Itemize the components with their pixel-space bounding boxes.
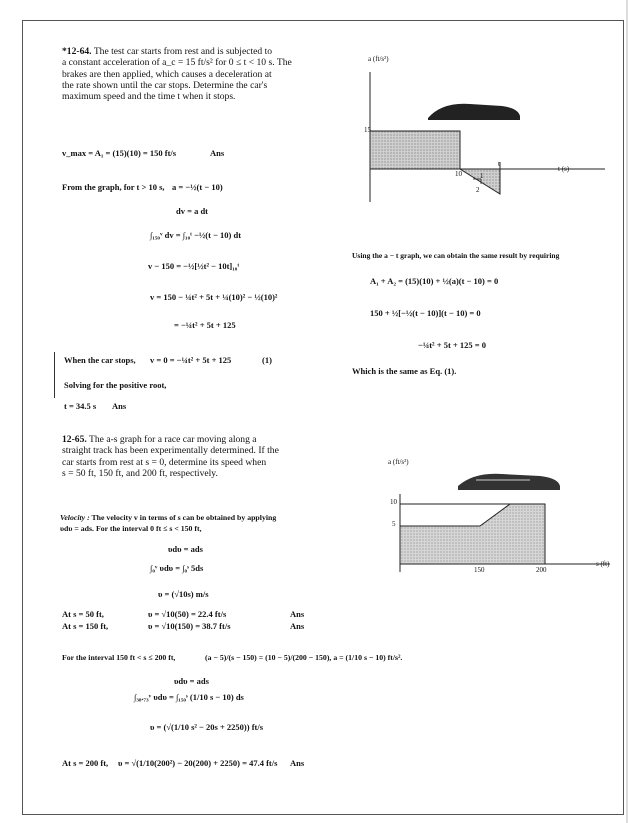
answer-label: Ans [290, 758, 305, 768]
at50-label: At s = 50 ft, [62, 609, 104, 619]
velocity-text-2: υdυ = ads. For the interval 0 ft ≤ s < 150 ft, [60, 524, 202, 533]
graph1-y-label: a (ft/s²) [368, 55, 389, 63]
equation-number: (1) [262, 355, 272, 365]
alt-eq3: −¼t² + 5t + 125 = 0 [418, 340, 486, 350]
at50-equation: υ = √10(50) = 22.4 ft/s [148, 609, 227, 619]
race-car-icon [458, 474, 560, 490]
t-result: t = 34.5 s [64, 401, 97, 411]
velocity-body: The velocity v in terms of s can be obtained by applying [91, 513, 277, 522]
scan-edge [626, 0, 628, 823]
statement-line: maximum speed and the time t when it stops. [62, 91, 236, 103]
statement-line: The a-s graph for a race car moving along a [89, 434, 257, 445]
eq2: ∫₀ᵛ υdυ = ∫₀ˢ 5ds [150, 563, 204, 573]
race-car-icon [428, 104, 520, 120]
tick-200: 200 [536, 566, 547, 574]
a-s-graph [380, 464, 620, 584]
at200-equation: υ = √(1/10(200²) − 20(200) + 2250) = 47.4 ft/s [118, 758, 278, 768]
step1-equation: v − 150 = −½[½t² − 10t]₁₀ᵗ [148, 261, 240, 271]
vmax-equation: v_max = A₁ = (15)(10) = 150 ft/s [62, 148, 177, 158]
at200-label: At s = 200 ft, [62, 758, 109, 768]
integral-equation: ∫₁₅₀ᵛ dv = ∫₁₀ᵗ −½(t − 10) dt [150, 230, 242, 240]
at150-label: At s = 150 ft, [62, 621, 109, 631]
statement-line: The test car starts from rest and is subjected to [93, 46, 273, 57]
tick-5: 5 [392, 520, 396, 528]
tick-10: 10 [455, 170, 462, 178]
velocity-text [60, 512, 276, 523]
eq1: υdυ = ads [168, 544, 203, 554]
alt-eq1: A₁ + A₂ = (15)(10) + ½(a)(t − 10) = 0 [370, 276, 499, 286]
eq5: ∫₃₈.₇₃ᵛ υdυ = ∫₁₅₀ˢ (1/10 s − 10) ds [134, 692, 244, 702]
step2-equation: v = 150 − ¼t² + 5t + ¼(10)² − ½(10)² [150, 292, 278, 302]
answer-label: Ans [290, 621, 305, 631]
answer-label: Ans [210, 148, 225, 158]
interval2-label: For the interval 150 ft < s ≤ 200 ft, [62, 653, 176, 662]
tick-15: 15 [364, 126, 371, 134]
answer-label: Ans [112, 401, 127, 411]
problem-number: *12-64. [62, 46, 92, 57]
slope-label: 2 [476, 186, 480, 194]
alt-eq2: 150 + ½[−½(t − 10)](t − 10) = 0 [370, 308, 481, 318]
alt-intro: Using the a − t graph, we can obtain the same result by requiring [352, 251, 560, 260]
answer-label: Ans [290, 609, 305, 619]
statement-line: straight track has been experimentally determined. If the [62, 445, 279, 457]
tick-10: 10 [390, 498, 397, 506]
graph1-x-label: t (s) [558, 165, 570, 173]
velocity-head: Velocity : [60, 513, 90, 522]
area-a1 [370, 131, 460, 169]
tick-150: 150 [474, 566, 485, 574]
stops-equation: v = 0 = −¼t² + 5t + 125 [150, 355, 232, 365]
statement-line: brakes are then applied, which causes a deceleration at [62, 68, 272, 80]
problem-number: 12-65. [62, 434, 87, 445]
solving-text: Solving for the positive root, [64, 380, 167, 390]
alt-conclusion: Which is the same as Eq. (1). [352, 366, 457, 376]
tick-t: t [498, 160, 500, 168]
graph2-y-label: a (ft/s²) [388, 458, 409, 466]
margin-rule [54, 352, 55, 398]
problem-12-65-statement [62, 434, 312, 479]
statement-line: a constant acceleration of a_c = 15 ft/s² for 0 ≤ t < 10 s. The [62, 57, 292, 69]
stops-label: When the car stops, [64, 355, 136, 365]
from-graph-text: From the graph, for t > 10 s, [62, 182, 165, 192]
interval2-equation: (a − 5)/(s − 150) = (10 − 5)/(200 − 150), a = (1/10 s − 10) ft/s². [205, 653, 403, 662]
eq6: υ = (√(1/10 s² − 20s + 2250)) ft/s [150, 722, 264, 732]
eq4: υdυ = ads [174, 676, 209, 686]
graph2-x-label: s (ft) [596, 560, 610, 568]
eq3: υ = (√10s) m/s [158, 589, 209, 599]
step3-equation: = −¼t² + 5t + 125 [174, 320, 236, 330]
statement-line: s = 50 ft, 150 ft, and 200 ft, respectively. [62, 467, 218, 479]
at150-equation: υ = √10(150) = 38.7 ft/s [148, 621, 231, 631]
problem-12-64-statement [62, 46, 312, 102]
statement-line: the rate shown until the car stops. Determine the car's [62, 79, 268, 91]
a-t-graph [360, 62, 620, 222]
slope-label: 1 [480, 172, 484, 180]
dv-equation: dv = a dt [176, 206, 209, 216]
accel-equation: a = −½(t − 10) [172, 182, 223, 192]
statement-line: car starts from rest at s = 0, determine its speed when [62, 456, 267, 468]
